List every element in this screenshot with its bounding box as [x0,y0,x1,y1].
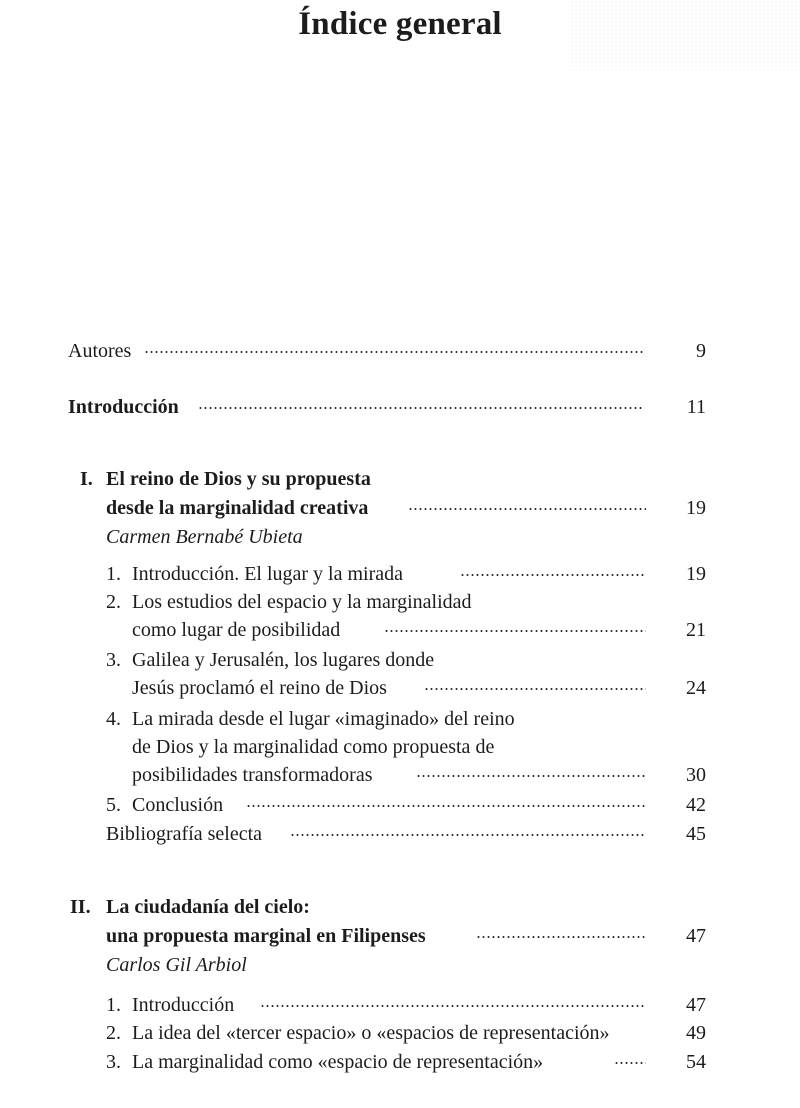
section-title: Introducción [132,994,235,1016]
dot-leader [416,775,646,777]
section-page: 54 [686,1051,706,1073]
section-number: 1. [106,994,121,1016]
chapter-page: 47 [686,925,706,947]
section-number: 2. [106,591,121,613]
dot-leader [144,351,644,353]
section-entry[interactable] [132,674,706,702]
dot-leader [384,630,646,632]
dot-leader [424,688,646,690]
section-title: posibilidades transformadoras [132,764,373,786]
section-title: como lugar de posibilidad [132,619,341,641]
section-entry[interactable] [132,560,706,588]
section-page: 19 [686,563,706,585]
dot-leader [290,834,646,836]
toc-entry-page: 11 [686,396,706,418]
section-entry[interactable] [132,761,706,789]
chapter-title-row[interactable] [106,494,706,522]
section-title[interactable]: Los estudios del espacio y la marginalidad [132,591,472,613]
dot-leader [260,1005,646,1007]
section-title[interactable]: La mirada desde el lugar «imaginado» del reino [132,708,515,730]
page-title: Índice general [298,6,502,42]
section-entry[interactable] [132,1048,706,1076]
dot-leader [246,805,646,807]
toc-entry-introduccion[interactable] [68,393,706,421]
section-number: 3. [106,649,121,671]
section-page: 47 [686,994,706,1016]
toc-entry-label: Autores [68,340,132,362]
section-entry[interactable] [132,616,706,644]
section-title[interactable]: Galilea y Jerusalén, los lugares donde [132,649,435,671]
chapter-title-row[interactable] [106,922,706,950]
chapter-title-line[interactable]: La ciudadanía del cielo: [106,896,310,918]
chapter-title-line: una propuesta marginal en Filipenses [106,925,426,947]
section-entry[interactable] [132,791,706,819]
dot-leader [476,936,646,938]
section-number: 5. [106,794,121,816]
section-title: La marginalidad como «espacio de representación» [132,1051,544,1073]
section-title: Bibliografía selecta [106,823,263,845]
section-entry[interactable] [132,1019,706,1047]
section-title: Conclusión [132,794,224,816]
section-page: 24 [686,677,706,699]
chapter-page: 19 [686,497,706,519]
chapter-author: Carmen Bernabé Ubieta [106,526,303,548]
section-page: 42 [686,794,706,816]
chapter-number: II. [70,896,91,918]
chapter-author: Carlos Gil Arbiol [106,954,247,976]
section-page: 49 [686,1022,706,1044]
chapter-number: I. [80,468,93,490]
dot-leader [408,508,646,510]
toc-entry-page: 9 [696,340,706,362]
dot-leader [614,1062,646,1064]
section-title: Jesús proclamó el reino de Dios [132,677,387,699]
chapter-title-line[interactable]: El reino de Dios y su propuesta [106,468,371,490]
section-title: La idea del «tercer espacio» o «espacios de representación» [132,1022,610,1044]
section-number: 1. [106,563,121,585]
section-entry[interactable] [132,991,706,1019]
dot-leader [198,407,644,409]
dot-leader [460,574,646,576]
chapter-title-line: desde la marginalidad creativa [106,497,369,519]
section-title: Introducción. El lugar y la mirada [132,563,404,585]
section-title[interactable]: de Dios y la marginalidad como propuesta de [132,736,495,758]
section-number: 3. [106,1051,121,1073]
toc-entry-label: Introducción [68,396,179,418]
section-page: 30 [686,764,706,786]
section-number: 4. [106,708,121,730]
section-number: 2. [106,1022,121,1044]
toc-entry-autores[interactable] [68,337,706,365]
section-page: 45 [686,823,706,845]
section-page: 21 [686,619,706,641]
section-entry-bibliografia[interactable] [106,820,706,848]
